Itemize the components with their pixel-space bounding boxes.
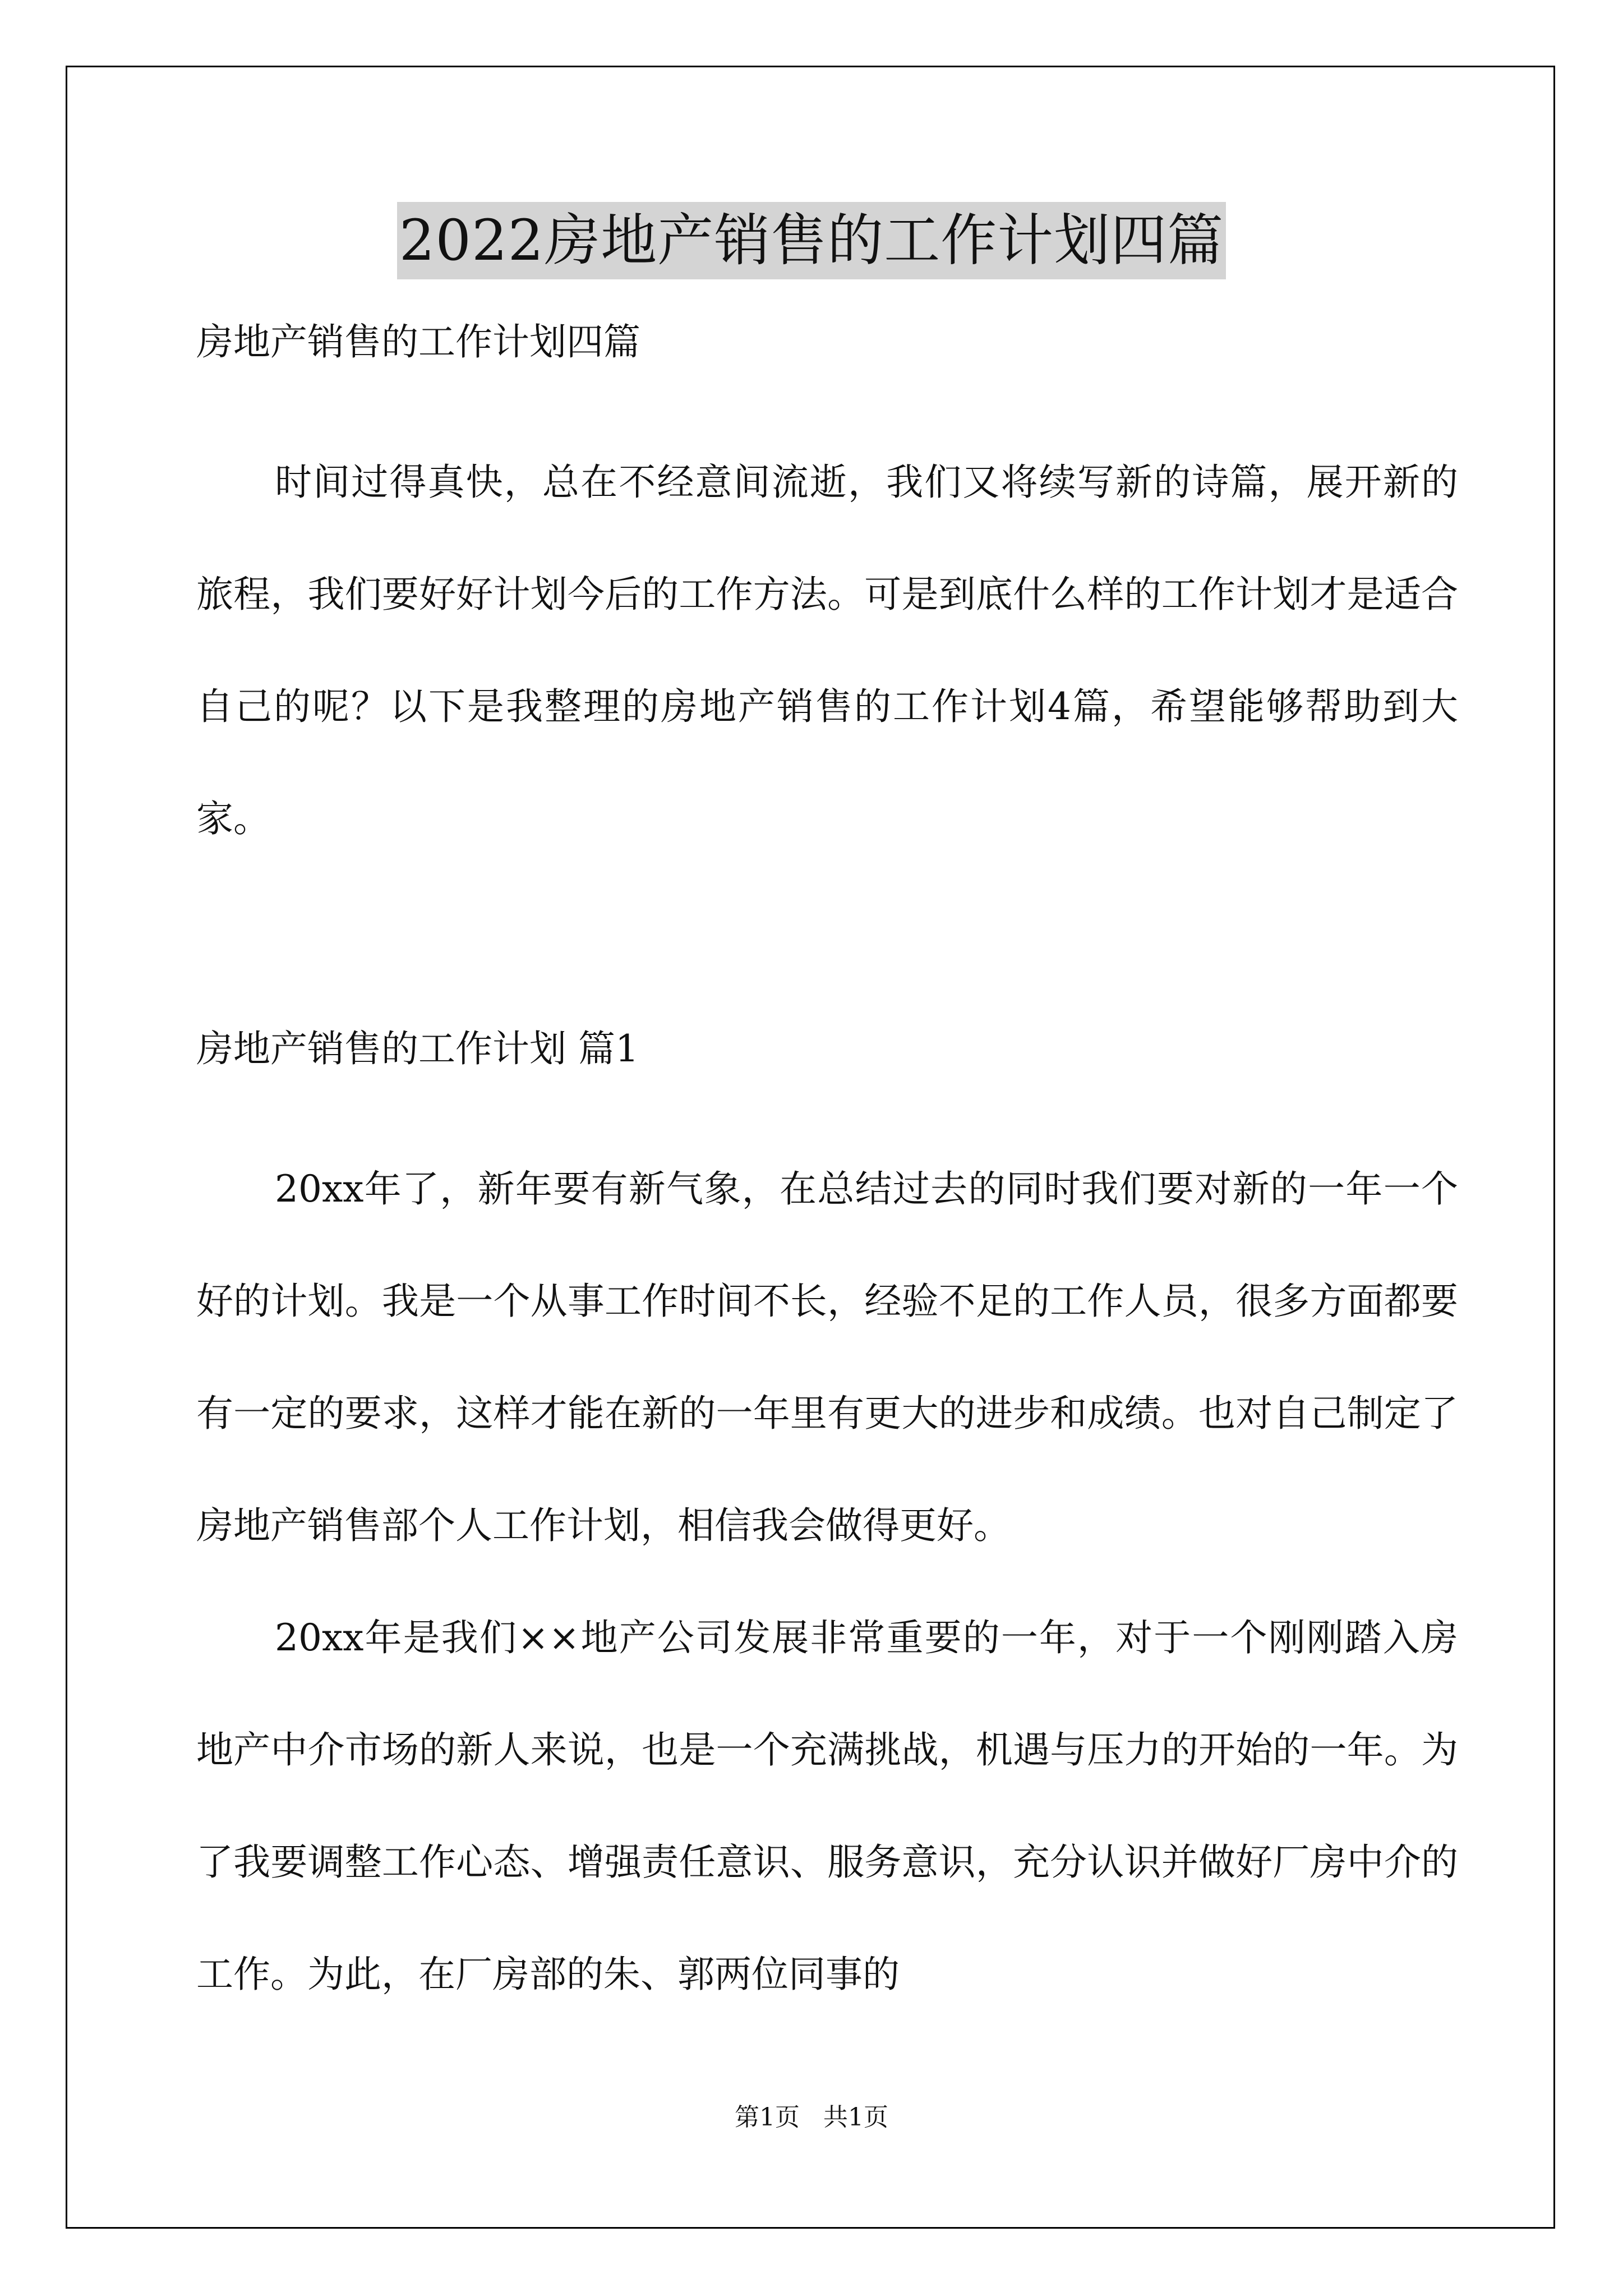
section-heading: 房地产销售的工作计划 篇1 (196, 1027, 639, 1070)
document-body (196, 314, 1458, 2031)
document-title: 2022房地产销售的工作计划四篇 (397, 202, 1227, 279)
body-paragraph: 20xx年了，新年要有新气象，在总结过去的同时我们要对新的一年一个好的计划。我是一个从事工作时间不长，经验不足的工作人员，很多方面都要有一定的要求，这样才能在新的一年里有更大的进步和成绩。也对自己制定了房地产销售部个人工作计划，相信我会做得更好。 (196, 1167, 1458, 1547)
page-footer: 第1页 共1页 (735, 2103, 888, 2132)
intro-paragraph: 时间过得真快，总在不经意间流逝，我们又将续写新的诗篇，展开新的旅程，我们要好好计划今后的工作方法。可是到底什么样的工作计划才是适合自己的呢？以下是我整理的房地产销售的工作计划4篇，希望能够帮助到大家。 (196, 461, 1458, 840)
document-subtitle: 房地产销售的工作计划四篇 (196, 320, 640, 364)
title-container (0, 202, 1623, 279)
body-paragraph: 20xx年是我们××地产公司发展非常重要的一年，对于一个刚刚踏入房地产中介市场的新人来说，也是一个充满挑战，机遇与压力的开始的一年。为了我要调整工作心态、增强责任意识、服务意识，充分认识并做好厂房中介的工作。为此，在厂房部的朱、郭两位同事的 (196, 1616, 1458, 1996)
